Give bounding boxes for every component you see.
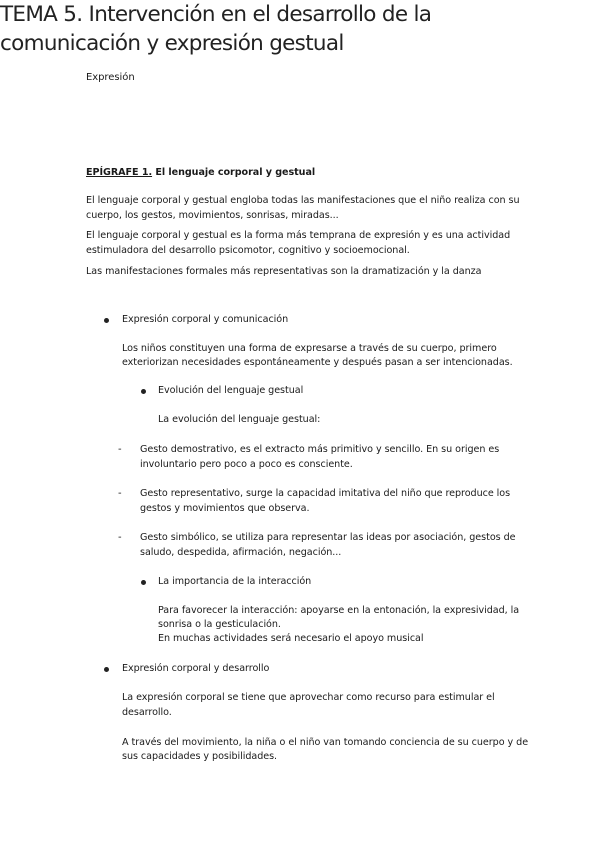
intro-paragraph-2-line-1: El lenguaje corporal y gestual es la forma más temprana de expresión y es una actividad [86,230,511,241]
dash-item-2-line-2: gestos y movimientos que observa. [140,503,310,514]
dash-item-1-line-1: Gesto demostrativo, es el extracto más primitivo y sencillo. En su origen es [140,444,500,455]
dash-icon: - [118,488,122,499]
dash-item-2-line-1: Gesto representativo, surge la capacidad imitativa del niño que reproduce los [140,488,511,499]
epigraph-label: EPÍGRAFE 1. [86,167,153,178]
section2-body2-line-2: sus capacidades y posibilidades. [122,751,278,762]
section2-body1-line-2: desarrollo. [122,707,172,718]
epigraph-heading [86,166,315,180]
dash-icon: - [118,444,122,455]
section1-body-line-1: Los niños constituyen una forma de expresarse a través de su cuerpo, primero [122,343,497,354]
subsection2-body-line-1: Para favorecer la interacción: apoyarse en la entonación, la expresividad, la [158,605,520,616]
dash-item-1-line-2: involuntario pero poco a poco es consciente. [140,459,353,470]
bullet-icon [141,580,146,585]
bullet-icon [104,318,109,323]
intro-paragraph-1-line-1: El lenguaje corporal y gestual engloba todas las manifestaciones que el niño realiza con su [86,195,520,206]
intro-paragraph-3: Las manifestaciones formales más representativas son la dramatización y la danza [86,266,482,277]
section2-heading: Expresión corporal y desarrollo [122,663,270,674]
intro-paragraph-1-line-2: cuerpo, los gestos, movimientos, sonrisas, miradas... [86,210,339,221]
dash-item-3-line-2: saludo, despedida, afirmación, negación... [140,547,342,558]
epigraph-text: El lenguaje corporal y gestual [152,167,316,178]
section1-body-line-2: exteriorizan necesidades espontáneamente y después pasan a ser intencionadas. [122,357,513,368]
page-title-line-1: TEMA 5. Intervención en el desarrollo de la [0,2,432,27]
page-title-line-2: comunicación y expresión gestual [0,31,344,56]
bullet-icon [141,389,146,394]
dash-item-3-line-1: Gesto simbólico, se utiliza para representar las ideas por asociación, gestos de [140,532,516,543]
section1-heading: Expresión corporal y comunicación [122,314,289,325]
subsection-heading-evolucion: Evolución del lenguaje gestual [158,385,304,396]
subsection-intro: La evolución del lenguaje gestual: [158,414,321,425]
section2-body2-line-1: A través del movimiento, la niña o el niño van tomando conciencia de su cuerpo y de [122,737,529,748]
intro-paragraph-2-line-2: estimuladora del desarrollo psicomotor, cognitivo y socioemocional. [86,245,410,256]
subsection-heading-interaccion: La importancia de la interacción [158,576,312,587]
document-header: Expresión [86,72,135,83]
subsection2-body-line-2: sonrisa o la gesticulación. [158,619,281,630]
subsection2-body-line-3: En muchas actividades será necesario el apoyo musical [158,633,424,644]
dash-icon: - [118,532,122,543]
section2-body1-line-1: La expresión corporal se tiene que aprovechar como recurso para estimular el [122,692,495,703]
bullet-icon [104,667,109,672]
